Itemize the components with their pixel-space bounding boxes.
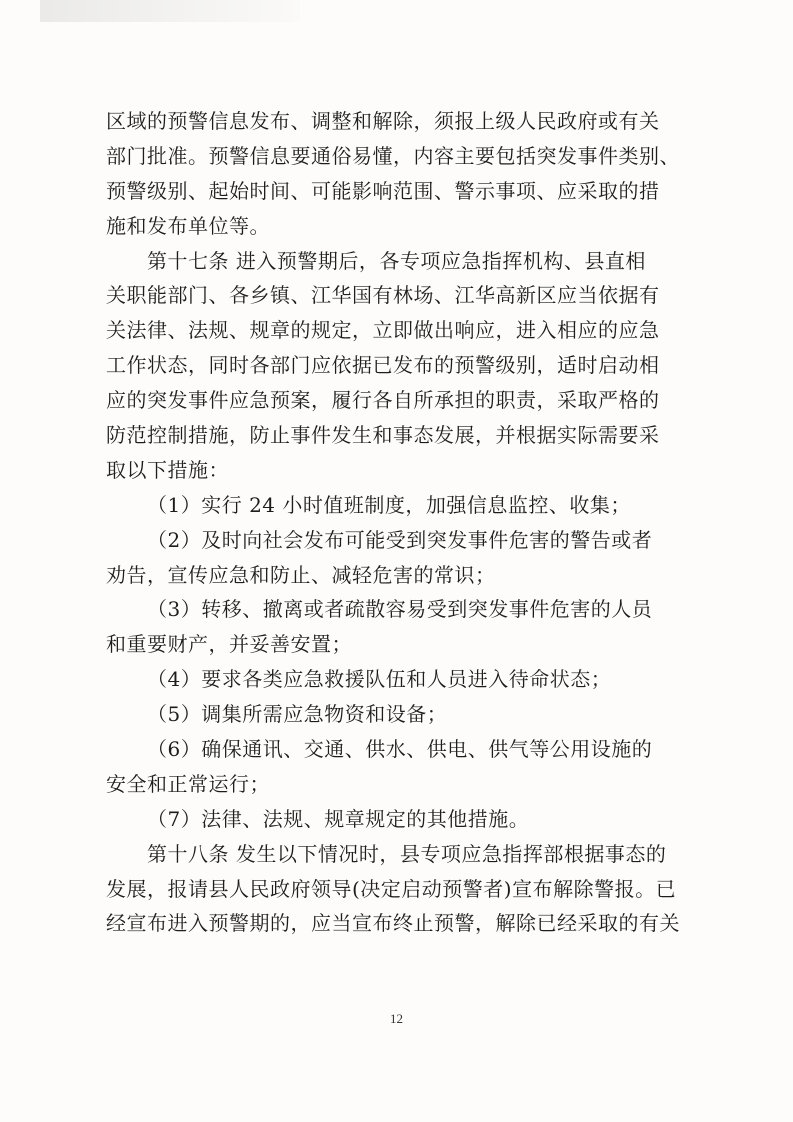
text-line: 工作状态，同时各部门应依据已发布的预警级别，适时启动相: [106, 353, 660, 378]
text-line: 关法律、法规、规章的规定，立即做出响应，进入相应的应急: [106, 318, 660, 343]
document-body: [106, 104, 700, 941]
text-line: 防范控制措施，防止事件发生和事态发展，并根据实际需要采: [106, 423, 660, 448]
text-line: 和重要财产，并妥善安置；: [106, 632, 352, 657]
measure-item-6: （6）确保通讯、交通、供水、供电、供气等公用设施的: [147, 737, 653, 762]
measure-item-4: （4）要求各类应急救援队伍和人员进入待命状态；: [147, 667, 612, 692]
text-line: 安全和正常运行；: [106, 771, 270, 796]
article-17-heading-line: 第十七条 进入预警期后，各专项应急指挥机构、县直相: [147, 248, 646, 273]
text-line: 区域的预警信息发布、调整和解除，须报上级人民政府或有关: [106, 109, 660, 133]
measure-item-7: （7）法律、法规、规章规定的其他措施。: [147, 806, 530, 831]
text-line: 部门批准。预警信息要通俗易懂，内容主要包括突发事件类别、: [106, 143, 680, 168]
text-line: 经宣布进入预警期的，应当宣布终止预警，解除已经采取的有关: [106, 911, 680, 936]
article-18-heading-line: 第十八条 发生以下情况时，县专项应急指挥部根据事态的: [147, 841, 667, 866]
scan-artifact: [40, 0, 300, 22]
measure-item-1: （1）实行 24 小时值班制度，加强信息监控、收集；: [147, 492, 631, 517]
text-line: 应的突发事件应急预案，履行各自所承担的职责，采取严格的: [106, 388, 660, 413]
text-line: 取以下措施：: [106, 457, 229, 482]
text-line: 施和发布单位等。: [106, 213, 270, 238]
text-line: 预警级别、起始时间、可能影响范围、警示事项、应采取的措: [106, 178, 660, 203]
measure-item-2: （2）及时向社会发布可能受到突发事件危害的警告或者: [147, 527, 653, 552]
measure-item-5: （5）调集所需应急物资和设备；: [147, 702, 448, 727]
text-line: 发展，报请县人民政府领导(决定启动预警者)宣布解除警报。已: [106, 876, 677, 901]
text-line: 关职能部门、各乡镇、江华国有林场、江华高新区应当依据有: [106, 283, 660, 308]
measure-item-3: （3）转移、撤离或者疏散容易受到突发事件危害的人员: [147, 597, 653, 622]
page-number: 12: [390, 1011, 403, 1026]
text-line: 劝告，宣传应急和防止、减轻危害的常识；: [106, 562, 496, 587]
